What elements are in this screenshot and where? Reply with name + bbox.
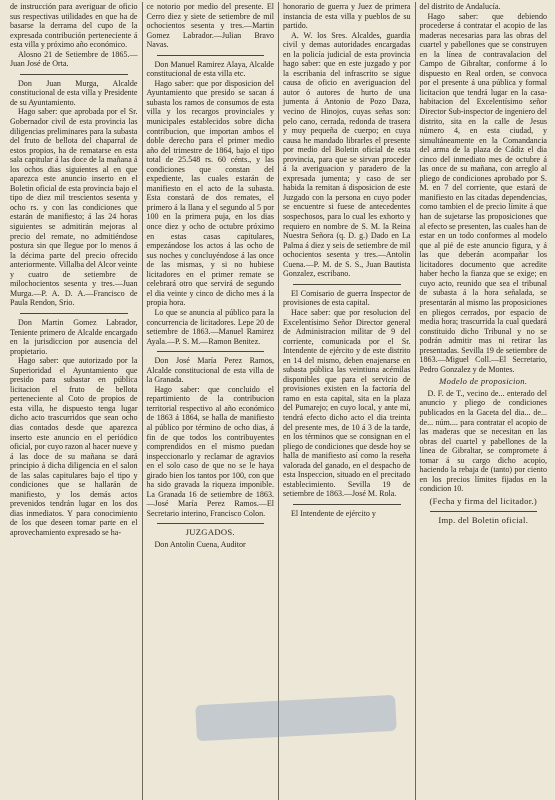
section-divider: [293, 284, 401, 285]
column-1: [6, 2, 142, 800]
paragraph: honorario de guerra y Juez de primera instancia de esta villa y pueblos de su partido.: [283, 2, 411, 31]
paragraph: Don Manuel Ramirez Alaya, Alcalde constitucional de esta villa etc.: [146, 59, 274, 79]
section-divider: [157, 55, 265, 56]
column-4: [415, 2, 552, 800]
paragraph: Alosno 21 de Setiembre de 1865.—Juan José de Orta.: [10, 49, 138, 69]
paragraph: D. F. de T., vecino de... enterado del anuncio y pliego de condiciones publicados en la Gaceta del dia... de... de... núm.... para contratar el acopio de las maderas que se necesitan en las obras del cuartel y pabellones de la línea de Gibraltar, se compromete á tomar á su cargo dicho acopio, haciendo la rebaja de (tanto) por ciento en los precios límites fijados en la condicion 10.: [419, 388, 547, 494]
paragraph: Hago saber: que autorizado por la Superioridad el Ayuntamiento que presido para subastar en pública licitacion el fruto de bellota perteneciente al Coto de propios de esta villa, he dispuesto tenga lugar dicho acto trascurridos que sean ocho dias contados desde que aparezca inserto este anuncio en el periódico oficial, por cuyo razon al hacer nueve y á las doce de su mañana se dará principio á dicha diligencia en el salon de las salas capitulares bajo el tipo y condiciones que se hallarán de manifiesto, y los demás actos prevenidos tendrán lugar en los dos dias inmediatos. Y para conocimiento de los que deseen tomar parte en el aprovechamiento expresado se ha-: [10, 356, 138, 537]
section-heading: JUZGADOS.: [185, 527, 235, 538]
section-heading: (Fecha y firma del licitador.): [429, 495, 538, 506]
paragraph: Hago saber: que por disposicion del Ayuntamiento que presido se sacan á subasta los ramos de consumos de esta villa y los recargos provinciales y municipales establecidos sobre dicha contribucion, que importan ambos el doble derecho para el primer medio año del trimestre de 1864, bajo el tipo total de 25.548 rs. 60 cénts., y las condiciones que constan del expediente, las cuales estarán de manifiesto en el acto de la subasta. Esta constará de dos remates, el primero á la llana y el segundo al 5 por 100 en la primera puja, en los dias once diez y ocho de octubre próximo en estas casas capitulares, empezándose los actos á las ocho de sus noches y concluyéndose á las once de las mismas, y si no hubiese licitadores en el primer remate se celebrará otro que servirá de segundo el dia veinte y cinco de dicho mes á la propia hora.: [146, 78, 274, 308]
paragraph: Lo que se anuncia al público para la concurrencia de licitadores. Lepe 20 de setiembre de 1863.—Manuel Ramirez Ayala.—P. S. M.—Ramon Benitez.: [146, 307, 274, 346]
paragraph: Hace saber: que por resolucion del Excelentísimo Señor Director general de Administracion militar de 9 del corriente, comunicada por el Sr. Intendente de ejército y de este distrito en 14 del mismo, deben enajenarse en subasta pública las veintiuna acémilas disponibles que para el servicio de provisiones existen en la factoría del ramo en esta capital, sita en la plaza del Pumarejo; en cuyo local, y ante mí, tendrá efecto dicho acto el dia treinta del presente mes, de 10 á 3 de la tarde, en los términos que se consignan en el pliego de condiciones que desde hoy se halla de manifiesto así como la reseña valorada del ganado, en el despacho de esta Inspeccion, situado en el precitado establecimiento. Sevilla 19 de setiembre de 1863.—José M. Rola.: [283, 307, 411, 499]
section-divider: [20, 313, 128, 314]
paragraph: Don Juan Murga, Alcalde constitucional de esta villa y Presidente de su Ayuntamiento.: [10, 78, 138, 107]
paragraph: Don Antolin Cuena, Auditor: [154, 539, 246, 549]
column-2: [142, 2, 279, 800]
paragraph: Don Martin Gomez Labrador, Teniente primero de Alcalde encargado en la jurisdiccion por ausencia del propietario.: [10, 317, 138, 356]
paragraph: Hago saber: que concluido el repartimiento de la contribucion territorial respectivo al año económico de 1863 á 1864, se halla de manifiesto al público por término de ocho dias, á fin de que todos los contribuyentes comprendidos en el mismo puedan inspeccionarlo y reclamar de agravios en el solo caso de que no se le haya girado bien los tantos por 100, con que ha sido gravada la riqueza imponible. La Granada 16 de setiembre de 1863.—José María Perez Ramos.—El Secretario interino, Francisco Colon.: [146, 384, 274, 518]
paragraph: Hago saber: que aprobada por el Sr. Gobernador civil de esta provincia las diligencias preliminares para la subasta del fruto de bellota del chaparral de estos propios, ha de rematarse en esta sala capitular á las doce de la mañana á los ochos dias siguientes al en que aparezca este anuncio inserto en el Boletin oficial de esta provincia bajo el tipo de diez mil trescientos sesenta y ocho rs. y con las condiciones que estarán de manifiesto; á las 24 horas siguientes se admitirán mejoras al precio del remate, no admitiéndose postura sin que llegue por lo menos á la décima parte del precio ofrecido anteriormente. Villalba del Alcor veinte y cuatro de setiembre de milochocientos sesenta y tres.—Juan Murga.—P. A. D. A.—Francisco de Paula Rendon, Srio.: [10, 107, 138, 308]
section-divider: [430, 511, 538, 512]
paragraph: El Intendente de ejército y: [291, 508, 376, 518]
column-3: [278, 2, 415, 800]
section-divider: [293, 504, 401, 505]
section-divider: [157, 351, 265, 352]
section-divider: [157, 523, 265, 524]
section-heading: Imp. del Boletin oficial.: [438, 515, 529, 526]
paragraph: Don José María Perez Ramos, Alcalde constitucional de esta villa de la Granada.: [146, 356, 274, 385]
section-heading: Modelo de proposicion.: [439, 376, 528, 387]
paragraph: A. W. los Sres. Alcaldes, guardia civil y demas autoridades encargadas en la policía judicial de esta provincia hago saber: que en este juzgado y por la escribania del infrascrito se sigue causa de oficio en averiguacion del autor ó autores de hurto de una jumenta á Antonio de Pozo Daza, vecino de Hinojos, cuyas señas son: pelo cano, cerrada, redonda de trasera y muy pequeña de cuerpo; en cuya causa he mandado librarles el presente por medio del Boletin oficial de esta provincia, para que se sirvan proceder á la averiguacion y paradero de la expresada jumenta; y caso de ser habida la remitan á disposicion de este Juzgado con la persona en cuyo poder se encuentre si fuese de antecedentes sospechosos, para lo cual les exhorto y requiero en nombre de S. M. la Reina Nuestra Señora (q. D. g.) Dado en La Palma á diez y seis de setiembre de mil ochocientos sesenta y tres.—Antolin Cuena.—P. M. de S. S., Juan Bautista Gonzalez, escribano.: [283, 30, 411, 279]
paragraph: ce notorio por medio del presente. El Cerro diez y siete de setiembre de mil ochocientos sesenta y tres.—Martin Gomez Labrador.—Julian Bravo Navas.: [146, 2, 274, 50]
paragraph: del distrito de Andalucía.: [419, 2, 501, 11]
paragraph: de instrucción para averiguar de oficio sus respectivas utilidades en que ha de basarse la derrama del cupo de la expresada contribución perteneciente á esta villa y próximo año económico.: [10, 2, 138, 50]
paragraph: Hago saber: que debiendo procederse á contratar el acopio de las maderas necesarias para las obras del cuartel y pabellones que se construyen en la línea de contravalacion del Campo de Gibraltar, conforme á lo dispuesto en Real orden, se convoca por el presente á una pública y formal licitacion que tendrá lugar en la casa-habitacion del Excelentísimo señor Director Sub-inspector de ingeniero del distrito, sita en la calle de Jesus número 4, en esta ciudad, y simultáneamente en la Comandancia del arma de la plaza de Cádiz el dia cinco del inmediato mes de octubre á las once de su mañana, con arreglo al pliego de condiciones aprobado por S. M. en 7 del corriente, que estará de manifiesto en las citadas dependencias, como tambien el de precio límite á que han de sujetarse las proposiciones que al efecto se presenten, las cuales han de estar en un todo conformes al modelo que al pié de este anuncio figura, y á las que deberán acompañar los licitadores documento que acredite haber hecho la fianza que se exige; en cuyo acto, reunido que sea el tribunal de subasta á la hora señalada, se presentarán al mismo las proposiciones en pliegos cerrados, por espacio de media hora; trascurrida la cual quedará constituido dicho Tribunal y no se podrán admitir mas ni retirar las presentadas. Sevilla 19 de setiembre de 1863.—Miguel Coll.—El Secretario, Pedro Gonzalez y de Montes.: [419, 11, 547, 374]
paragraph: El Comisario de guerra Inspector de provisiones de esta capital.: [283, 288, 411, 308]
section-divider: [20, 74, 128, 75]
